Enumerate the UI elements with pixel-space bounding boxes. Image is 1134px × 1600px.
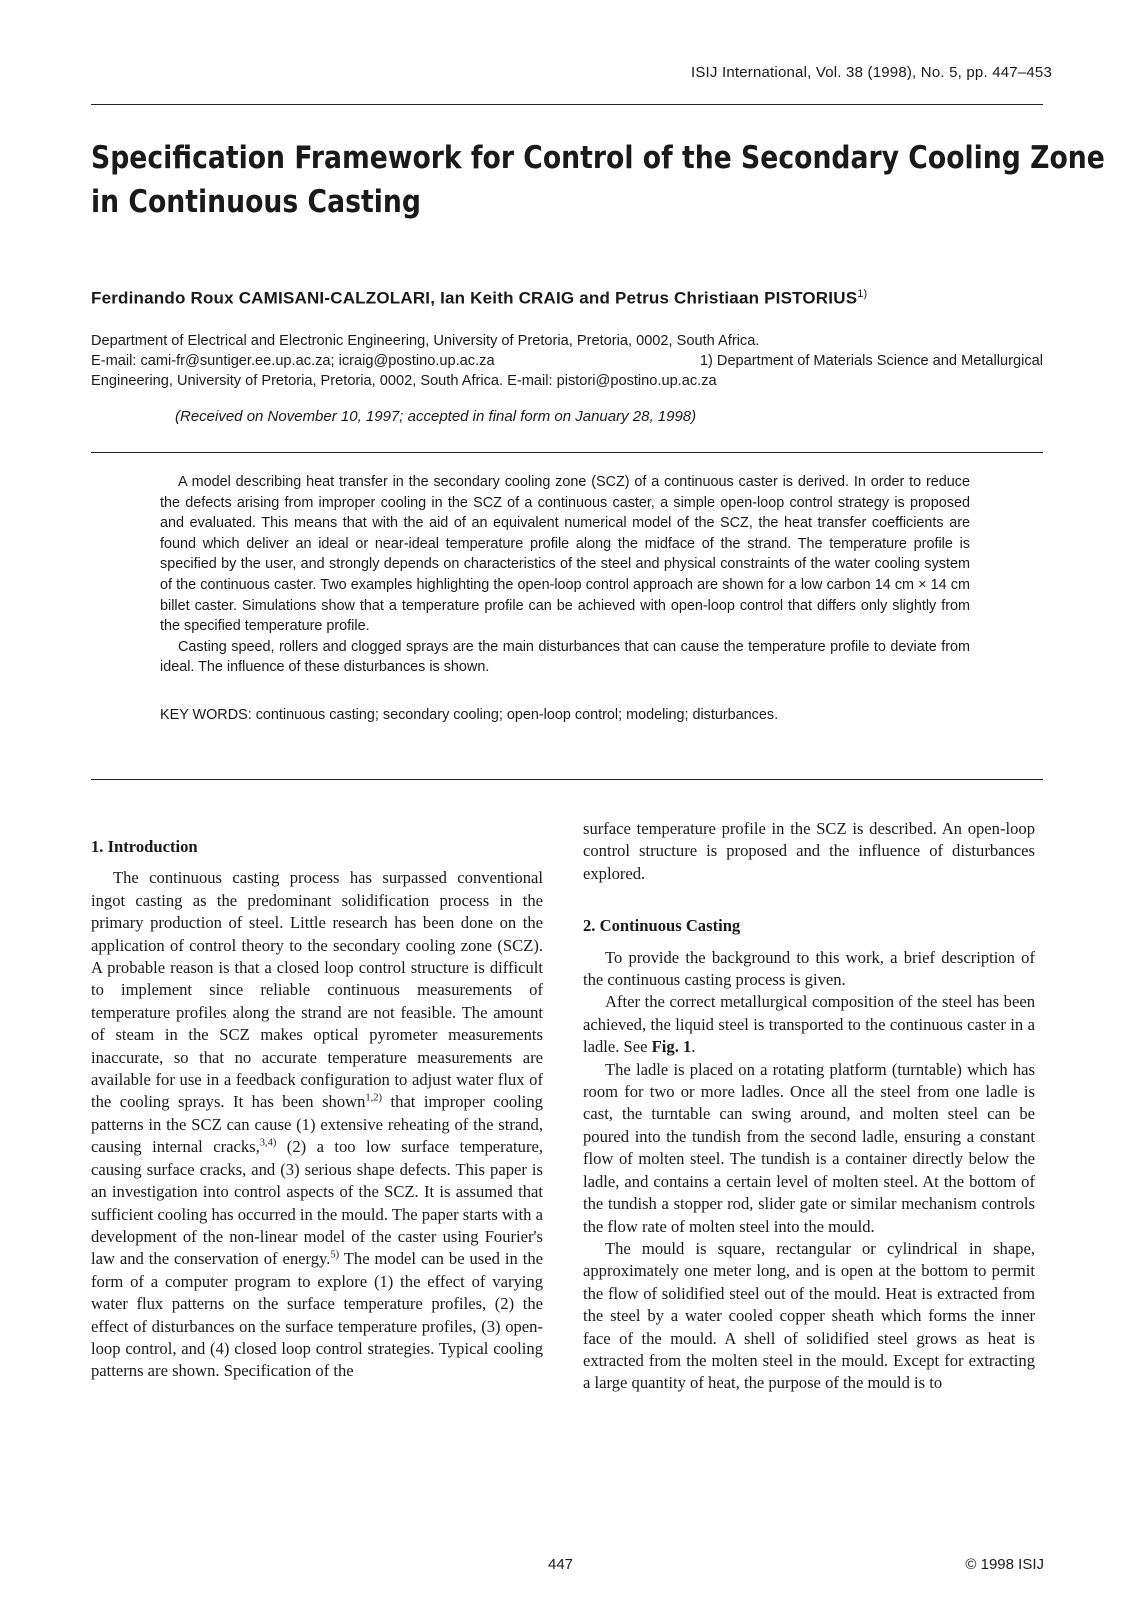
- copyright-notice: © 1998 ISIJ: [965, 1556, 1044, 1573]
- intro-text-a: The continuous casting process has surpassed conventional ingot casting as the predominant solidification process in the primary production of steel. Little research has been done on the application of control theory to the secondary cooling zone (SCZ). A probable reason is that a closed loop control structure is difficult to implement since reliable continuous measurements of temperature profiles along the strand are not feasible. The amount of steam in the SCZ makes optical pyrometer measurements inaccurate, so that no accurate temperature measurements are available for use in a feedback configuration to adjust water flux of the cooling sprays. It has been shown: [91, 868, 543, 1112]
- received-dates: (Received on November 10, 1997; accepted in final form on January 28, 1998): [175, 408, 697, 425]
- citation-1-2: 1,2): [365, 1092, 383, 1104]
- intro-paragraph: [91, 867, 543, 1382]
- section-heading-introduction: 1. Introduction: [91, 837, 198, 856]
- abstract: [160, 472, 970, 678]
- intro-text-d: The model can be used in the form of a computer program to explore (1) the effect of varying water flux patterns on the surface temperature profiles, (2) the effect of disturbances on the surface temperature profiles, (3) open-loop control, and (4) closed loop control strategies. Typical cooling patterns are shown. Specification of the: [91, 1249, 543, 1381]
- citation-5: 5): [330, 1249, 340, 1261]
- figure-reference: Fig. 1: [651, 1037, 692, 1057]
- casting-paragraph-2: [583, 991, 1035, 1058]
- casting-paragraph-3: The ladle is placed on a rotating platform (turntable) which has room for two or more ladles. Once all the steel from one ladle is cast, the turntable can swing around, and molten steel can be poured into the tundish from the second ladle, ensuring a constant flow of molten steel. The tundish is a container directly below the ladle, and contains a certain level of molten steel. At the bottom of the tundish a stopper rod, slider gate or similar mechanism controls the flow rate of molten steel into the mould.: [583, 1059, 1035, 1236]
- keywords: KEY WORDS: continuous casting; secondary cooling; open-loop control; modeling; disturbances.: [160, 707, 779, 723]
- affiliation-line-1: Department of Electrical and Electronic Engineering, University of Pretoria, Pretoria, 0002, South Africa.: [91, 333, 760, 349]
- intro-text-b: that improper cooling patterns in the SCZ can cause (1) extensive reheating of the strand, causing internal cracks,: [91, 1092, 543, 1157]
- journal-reference: ISIJ International, Vol. 38 (1998), No. 5, pp. 447–453: [690, 64, 1052, 81]
- intro-text-c: (2) a too low surface temperature, causing surface cracks, and (3) serious shape defects. This paper is an investigation into control aspects of the SCZ. It is assumed that sufficient cooling has occurred in the mould. The paper starts with a development of the non-linear model of the caster using Fourier's law and the conservation of energy.: [91, 1137, 543, 1269]
- abstract-paragraph-1: A model describing heat transfer in the secondary cooling zone (SCZ) of a continuous caster is derived. In order to reduce the defects arising from improper cooling in the SCZ of a continuous caster, a simple open-loop control strategy is proposed and evaluated. This means that with the aid of an equivalent numerical model of the SCZ, the heat transfer coefficients are found which deliver an ideal or near-ideal temperature profile along the midface of the strand. The temperature profile is specified by the user, and strongly depends on characteristics of the steel and physical constraints of the water cooling system of the continuous caster. Two examples highlighting the open-loop control approach are shown for a low carbon 14 cm × 14 cm billet caster. Simulations show that a temperature profile can be achieved with open-loop control that differs only slightly from the specified temperature profile.: [160, 474, 970, 635]
- affiliation-line-2: [91, 351, 1043, 371]
- left-column: [91, 818, 543, 1383]
- section-heading-continuous-casting: 2. Continuous Casting: [583, 916, 741, 936]
- citation-3-4: 3,4): [259, 1137, 277, 1149]
- affiliation-second-dept: 1) Department of Materials Science and Metallurgical: [699, 353, 1043, 369]
- casting-text-b: .: [691, 1037, 696, 1057]
- paper-title: [91, 136, 1105, 224]
- casting-paragraph-1: To provide the background to this work, a brief description of the continuous casting process is given.: [583, 947, 1035, 990]
- affiliation-mark: 1): [857, 288, 868, 300]
- title-line-2: in Continuous Casting: [91, 184, 421, 220]
- casting-paragraph-4: The mould is square, rectangular or cylindrical in shape, approximately one meter long, and is open at the bottom to permit the flow of solidified steel out of the mould. Heat is extracted from the steel by a water cooled copper sheath which forms the inner face of the mould. A shell of solidified steel grows as heat is extracted from the molten steel in the mould. Except for extracting a large quantity of heat, the purpose of the mould is to: [583, 1238, 1035, 1393]
- abstract-paragraph-2: Casting speed, rollers and clogged sprays are the main disturbances that can cause the temperature profile to deviate from ideal. The influence of these disturbances is shown.: [160, 638, 970, 676]
- author-list: [91, 288, 867, 309]
- right-column: [583, 818, 1035, 1395]
- affiliation-line-3: Engineering, University of Pretoria, Pretoria, 0002, South Africa. E-mail: pistori@postino.up.ac.za: [91, 373, 717, 389]
- header-rule: [91, 104, 1043, 105]
- affiliation-block: [91, 331, 1043, 391]
- title-line-1: Specification Framework for Control of the Secondary Cooling Zone: [91, 140, 1105, 176]
- affiliation-emails: E-mail: cami-fr@suntiger.ee.up.ac.za; icraig@postino.up.ac.za: [91, 353, 495, 369]
- abstract-bottom-rule: [91, 779, 1043, 780]
- page-number: 447: [548, 1556, 574, 1573]
- author-names: Ferdinando Roux CAMISANI-CALZOLARI, Ian Keith CRAIG and Petrus Christiaan PISTORIUS: [91, 288, 858, 308]
- casting-text-a: After the correct metallurgical composition of the steel has been achieved, the liquid steel is transported to the continuous caster in a ladle. See: [583, 992, 1035, 1057]
- intro-continuation: surface temperature profile in the SCZ is described. An open-loop control structure is proposed and the influence of disturbances explored.: [583, 819, 1035, 883]
- abstract-top-rule: [91, 452, 1043, 453]
